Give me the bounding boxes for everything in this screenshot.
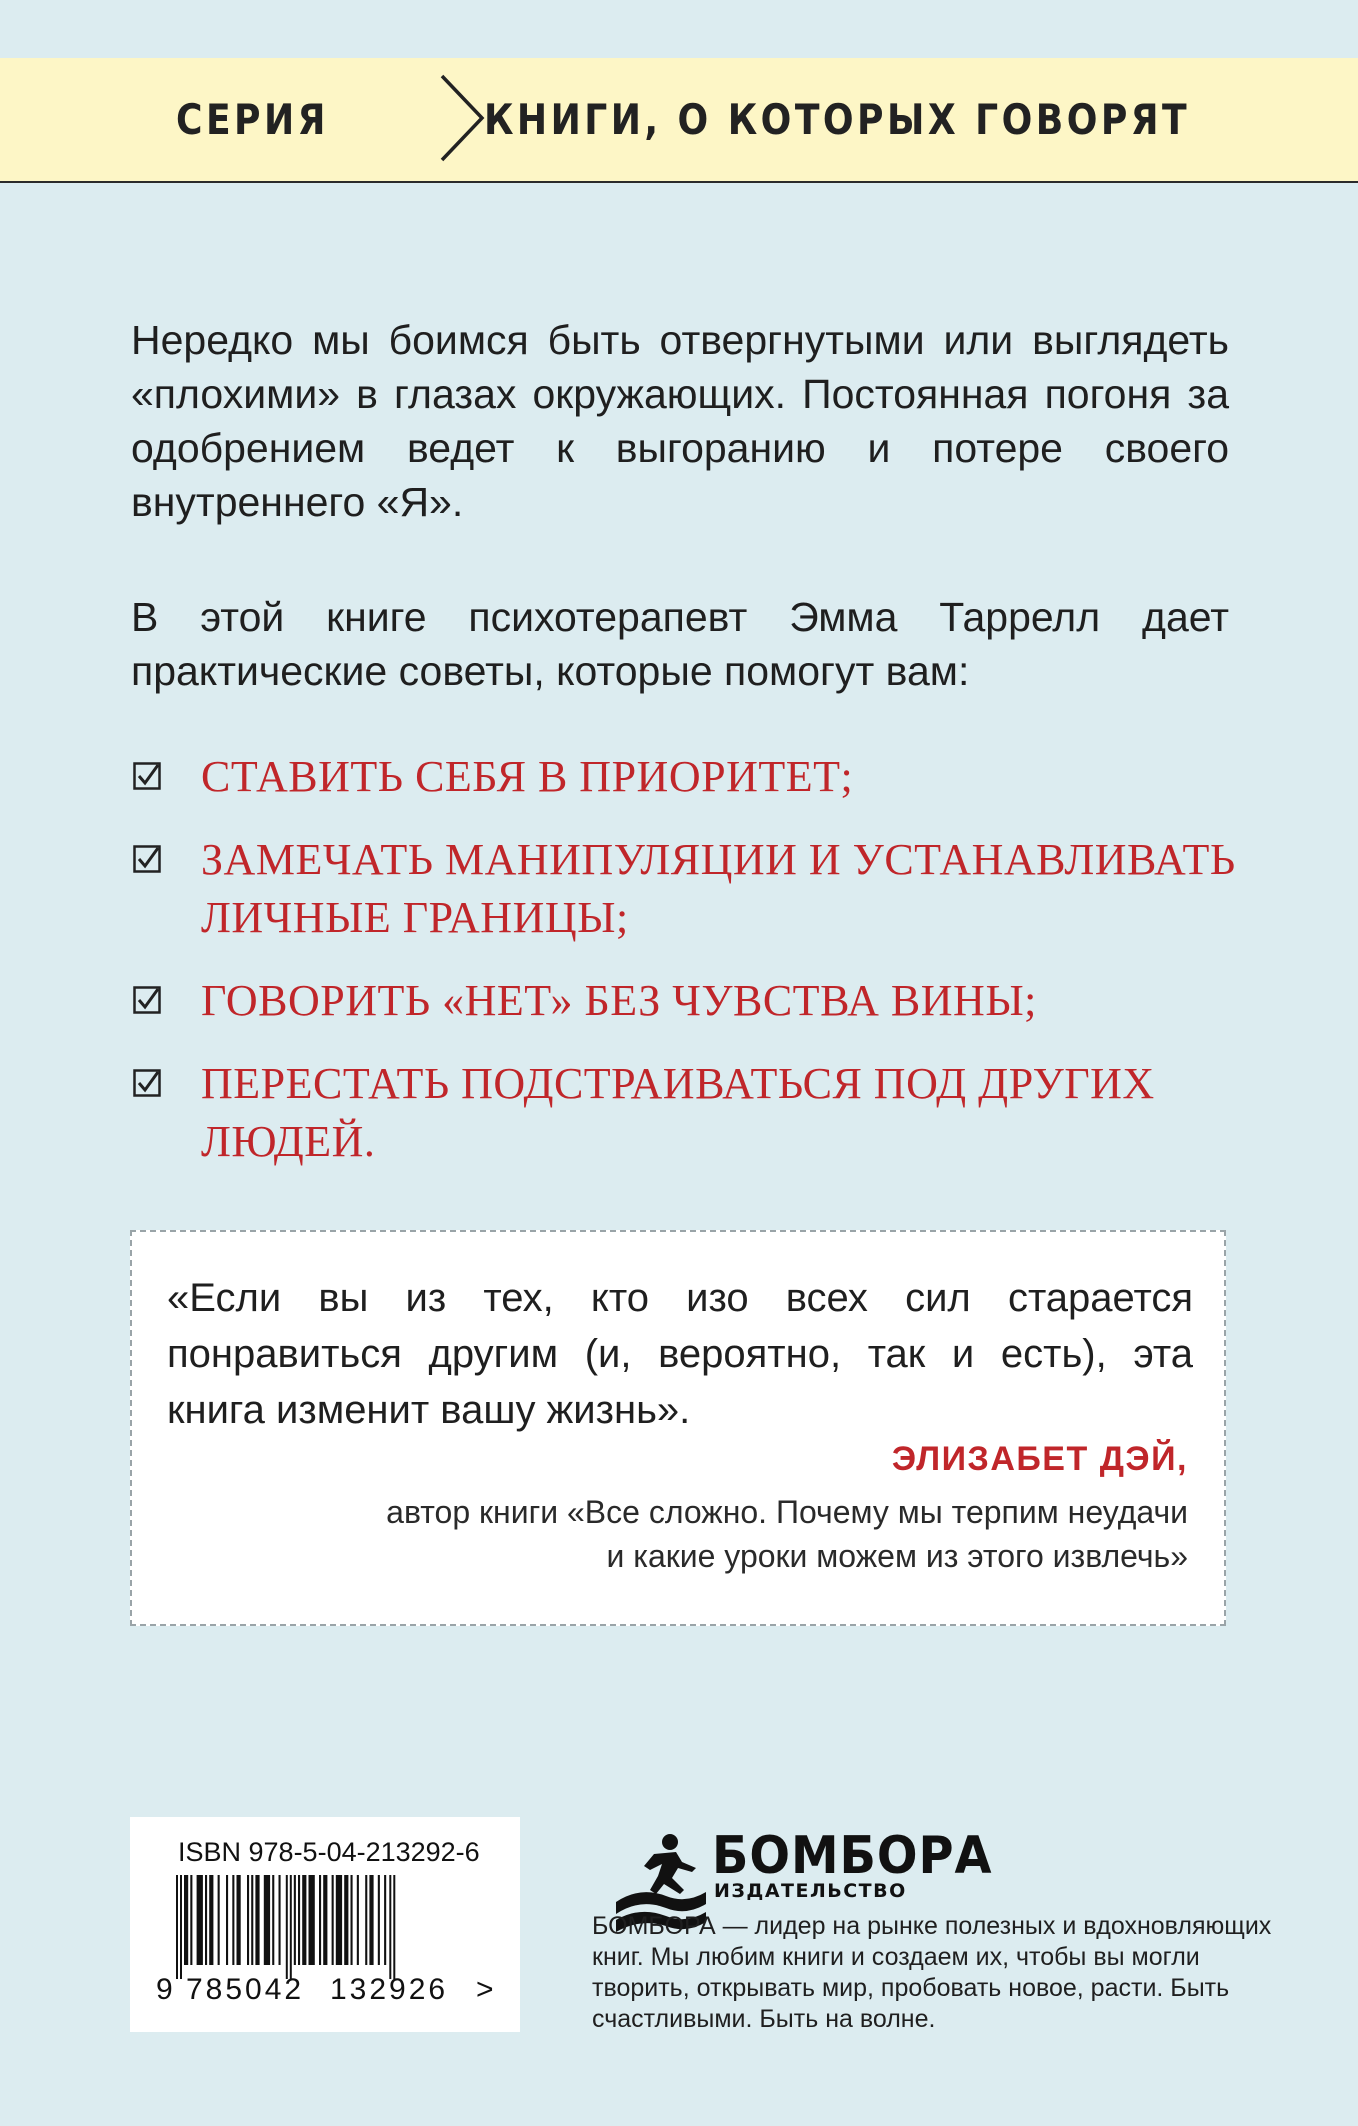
quote-box [130, 1230, 1226, 1626]
barcode-bar [272, 1875, 274, 1965]
barcode-bar [351, 1875, 353, 1965]
barcode-bar [205, 1875, 207, 1965]
barcode-guard-bar [290, 1875, 292, 1979]
quote-source [188, 1490, 1188, 1578]
barcode-bar [336, 1875, 342, 1965]
barcode-bar [279, 1875, 281, 1965]
barcode-first-digit: 9 [156, 1973, 173, 2003]
barcode-bar [378, 1875, 380, 1965]
barcode-bar [226, 1875, 228, 1965]
barcode [154, 1875, 499, 2003]
barcode-bar [218, 1875, 220, 1965]
barcode-bar [298, 1875, 300, 1965]
intro-paragraph-1: Нередко мы боимся быть отвергнутыми или выглядеть «плохими» в глазах окружающих. Постоянная погоня за одобрением ведет к выгоранию и потере своего внутреннего «Я». [131, 317, 1229, 525]
barcode-bar [264, 1875, 270, 1965]
barcode-bar [232, 1875, 234, 1965]
barcode-bar [369, 1875, 373, 1965]
barcode-guard-bar [286, 1875, 288, 1979]
barcode-bar [365, 1875, 367, 1965]
barcode-bar [309, 1875, 315, 1965]
barcode-guard-bar [176, 1875, 178, 1979]
benefit-item [131, 972, 1241, 1030]
benefit-text: ЗАМЕЧАТЬ МАНИПУЛЯЦИИ И УСТАНАВЛИВАТЬ ЛИЧНЫЕ ГРАНИЦЫ; [201, 835, 1236, 942]
publisher-name: БОМБОРА [712, 1826, 993, 1886]
publisher-description: БОМБОРА — лидер на рынке полезных и вдохновляющих книг. Мы любим книги и создаем их, чтобы вы могли творить, открывать мир, пробовать новое, расти. Быть счастливыми. Быть на волне. [592, 1912, 1272, 2033]
barcode-bar [344, 1875, 348, 1965]
benefits-list [131, 748, 1241, 1171]
barcode-bar [247, 1875, 249, 1965]
barcode-group-2: 132926 [330, 1973, 449, 2003]
barcode-bar [332, 1875, 334, 1965]
checkbox-checked-icon [133, 986, 161, 1014]
barcode-guard-bar [389, 1875, 391, 1979]
barcode-group-1: 785042 [186, 1973, 305, 2003]
barcode-bar [209, 1875, 213, 1965]
series-band [0, 58, 1358, 183]
barcode-card [130, 1817, 520, 2032]
quote-source-line-2: и какие уроки можем из этого извлечь» [606, 1538, 1188, 1574]
benefit-item [131, 831, 1241, 947]
quote-author: ЭЛИЗАБЕТ ДЭЙ, [891, 1440, 1188, 1478]
isbn-text: ISBN 978-5-04-213292-6 [178, 1837, 480, 1867]
barcode-bar [255, 1875, 259, 1965]
benefit-item [131, 748, 1241, 806]
benefit-text: ПЕРЕСТАТЬ ПОДСТРАИВАТЬСЯ ПОД ДРУГИХ ЛЮДЕЙ. [201, 1059, 1155, 1166]
barcode-bar [357, 1875, 359, 1965]
barcode-bar [190, 1875, 192, 1965]
quote-text: «Если вы из тех, кто изо всех сил старается понравиться другим (и, вероятно, так и есть), эта книга изменит вашу жизнь». [167, 1276, 1193, 1432]
barcode-bar [197, 1875, 203, 1965]
intro-paragraph-2: В этой книге психотерапевт Эмма Таррелл дает практические советы, которые помогут вам: [131, 594, 1229, 694]
barcode-bar [384, 1875, 386, 1965]
series-label: СЕРИЯ [176, 95, 329, 144]
barcode-bar [251, 1875, 253, 1965]
barcode-bar [323, 1875, 327, 1965]
barcode-bar [237, 1875, 241, 1965]
barcode-bar [184, 1875, 188, 1965]
benefit-item [131, 1055, 1241, 1171]
benefit-text: ГОВОРИТЬ «НЕТ» БЕЗ ЧУВСТВА ВИНЫ; [201, 976, 1037, 1025]
quote-source-line-1: автор книги «Все сложно. Почему мы терпим неудачи [386, 1494, 1188, 1530]
series-name: КНИГИ, О КОТОРЫХ ГОВОРЯТ [483, 95, 1190, 144]
checkbox-checked-icon [133, 762, 161, 790]
publisher-subtitle: ИЗДАТЕЛЬСТВО [714, 1880, 907, 1902]
barcode-bar [302, 1875, 306, 1965]
benefit-text: СТАВИТЬ СЕБЯ В ПРИОРИТЕТ; [201, 752, 854, 801]
barcode-guard-bar [393, 1875, 395, 1979]
barcode-bar [294, 1875, 296, 1965]
checkbox-checked-icon [133, 1069, 161, 1097]
barcode-trailing: > [476, 1973, 494, 2003]
checkbox-checked-icon [133, 845, 161, 873]
barcode-guard-bar [180, 1875, 182, 1979]
barcode-bar [319, 1875, 321, 1965]
chevron-right-icon [438, 72, 488, 164]
